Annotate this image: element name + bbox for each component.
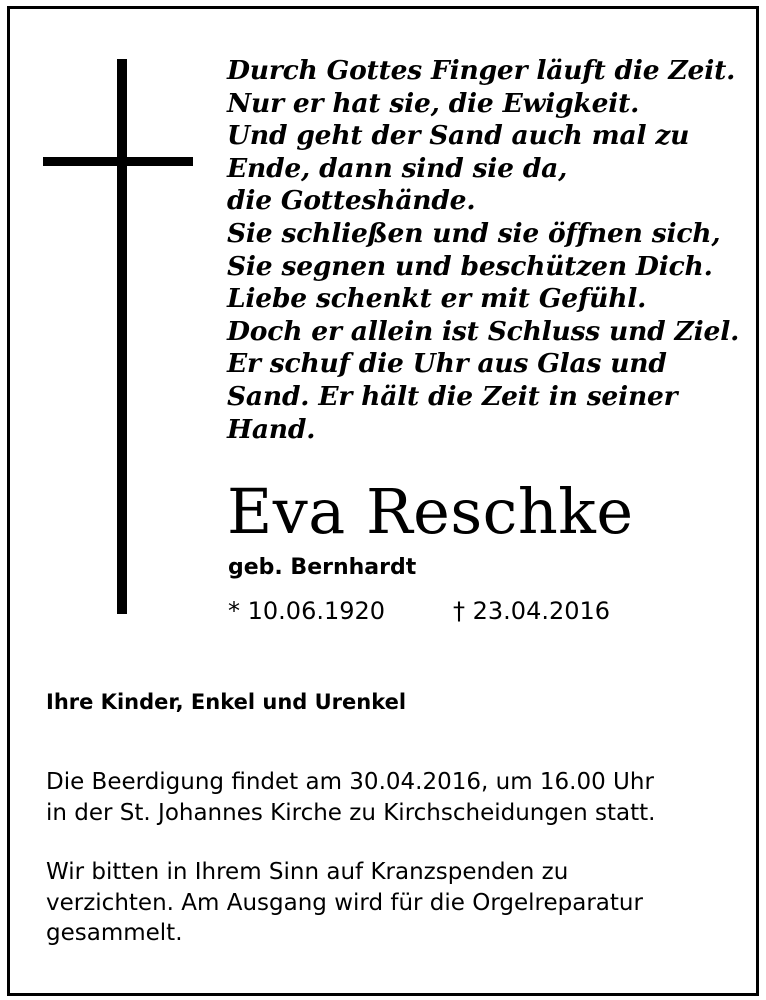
mourners-line: Ihre Kinder, Enkel und Urenkel [46, 690, 407, 714]
birth-name: geb. Bernhardt [228, 555, 417, 580]
poem-line: Durch Gottes Finger läuft die Zeit. [227, 55, 736, 86]
poem-line: Ende, dann sind sie da, [227, 152, 568, 184]
cross-horizontal-bar [43, 157, 193, 166]
death-date: † 23.04.2016 [453, 597, 611, 625]
poem-line: Hand. [227, 413, 316, 445]
donation-request-line: Wir bitten in Ihrem Sinn auf Kranzspenden zu [46, 859, 569, 885]
funeral-info-line: Die Beerdigung findet am 30.04.2016, um 16.00 Uhr [46, 769, 654, 795]
poem-line: Er schuf die Uhr aus Glas und [227, 348, 667, 380]
cross-vertical-bar [117, 59, 127, 614]
funeral-info-line: in der St. Johannes Kirche zu Kirchscheidungen statt. [46, 799, 656, 826]
birth-date: * 10.06.1920 [228, 597, 386, 625]
poem-line: Doch er allein ist Schluss und Ziel. [227, 315, 740, 347]
donation-request-line: verzichten. Am Ausgang wird für die Orgelreparatur [46, 889, 643, 916]
funeral-info [46, 767, 655, 828]
poem-line: Nur er hat sie, die Ewigkeit. [227, 87, 640, 119]
poem-line: Sie segnen und beschützen Dich. [227, 250, 713, 282]
poem-line: Sand. Er hält die Zeit in seiner [227, 380, 678, 412]
poem-line: Und geht der Sand auch mal zu [227, 120, 690, 152]
poem [227, 55, 747, 446]
donation-request [46, 857, 643, 949]
donation-request-line: gesammelt. [46, 920, 183, 946]
deceased-name: Eva Reschke [227, 475, 634, 548]
obituary-notice [7, 6, 759, 996]
poem-line: die Gotteshände. [227, 185, 476, 217]
poem-line: Liebe schenkt er mit Gefühl. [227, 283, 647, 315]
poem-line: Sie schließen und sie öffnen sich, [227, 217, 721, 249]
